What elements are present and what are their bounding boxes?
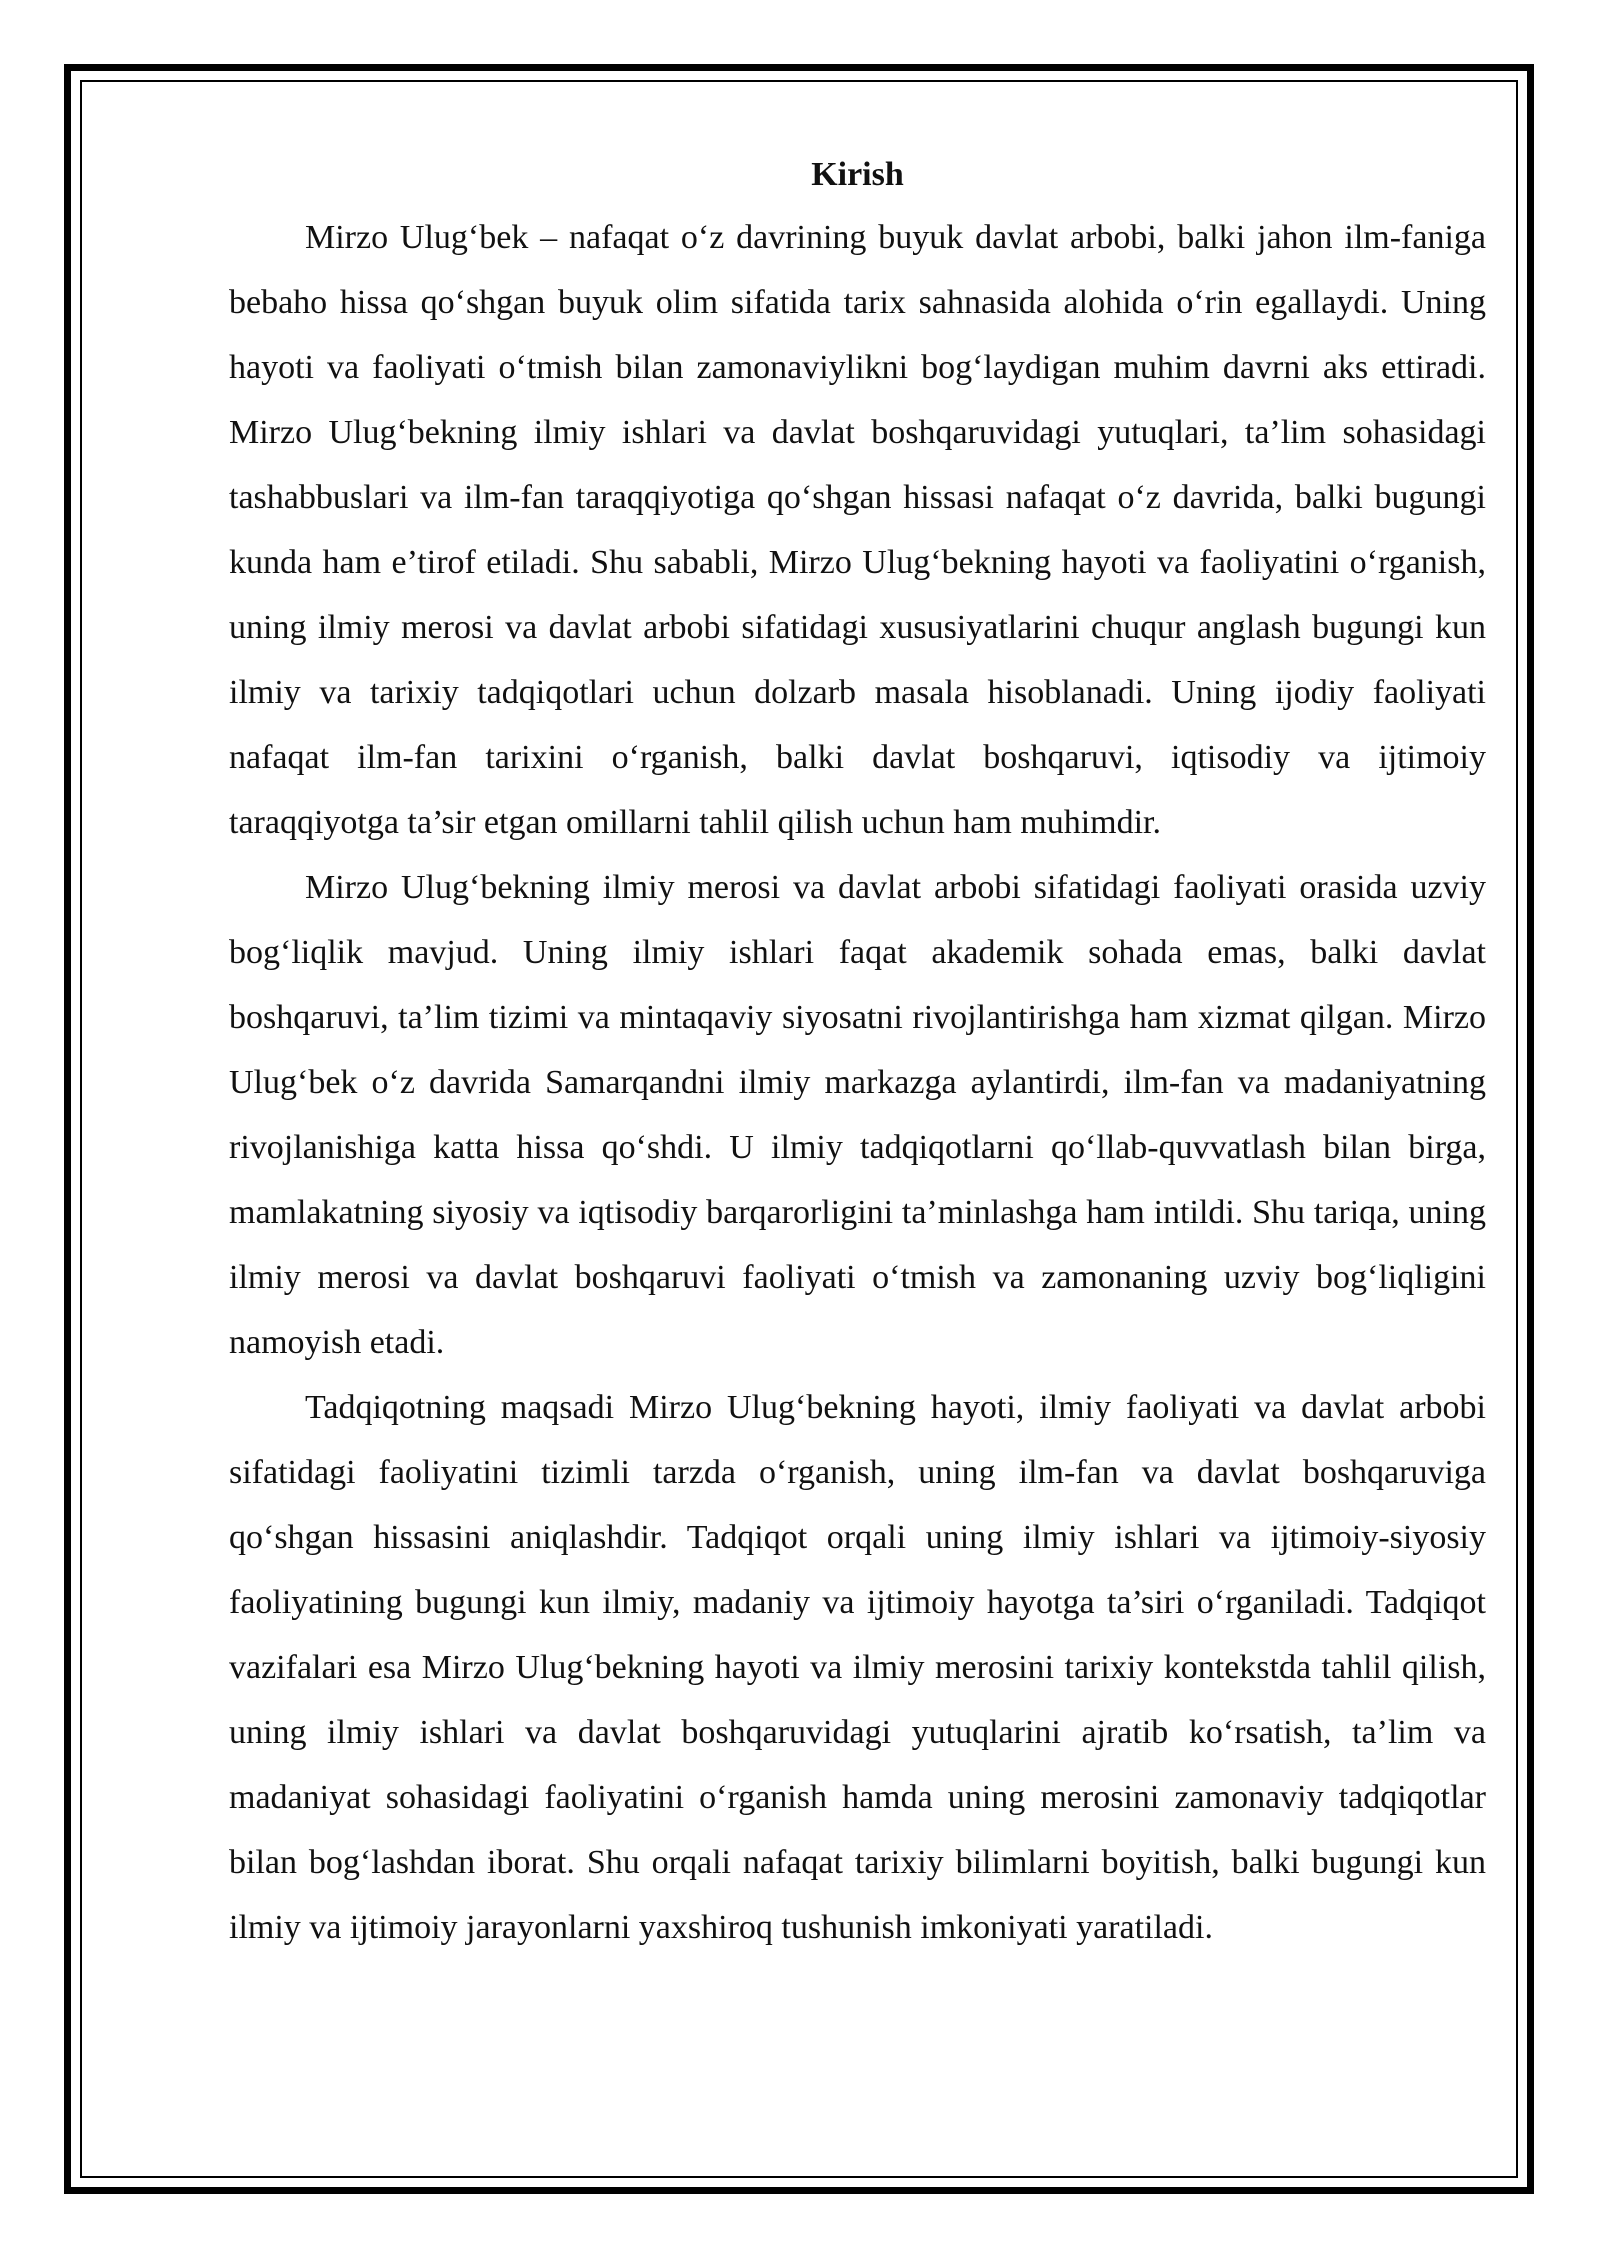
paragraph-legacy: Mirzo Ulug‘bekning ilmiy merosi va davlat arbobi sifatidagi faoliyati orasida uzviy bog‘liqlik mavjud. Uning ilmiy ishlari faqat akademik sohada emas, balki davlat boshqaruvi, ta’lim tizimi va mintaqaviy siyosatni rivojlantirishga ham xizmat qilgan. Mirzo Ulug‘bek o‘z davrida Samarqandni ilmiy markazga aylantirdi, ilm-fan va madaniyatning rivojlanishiga katta hissa qo‘shdi. U ilmiy tadqiqotlarni qo‘llab-quvvatlash bilan birga, mamlakatning siyosiy va iqtisodiy barqarorligini ta’minlashga ham intildi. Shu tariqa, uning ilmiy merosi va davlat boshqaruvi faoliyati o‘tmish va zamonaning uzviy bog‘liqligini namoyish etadi. [229, 869, 1486, 1361]
paragraph-research-goal: Tadqiqotning maqsadi Mirzo Ulug‘bekning hayoti, ilmiy faoliyati va davlat arbobi sifatidagi faoliyatini tizimli tarzda o‘rganish, uning ilm-fan va davlat boshqaruviga qo‘shgan hissasini aniqlashdir. Tadqiqot orqali uning ilmiy ishlari va ijtimoiy-siyosiy faoliyatining bugungi kun ilmiy, madaniy va ijtimoiy hayotga ta’siri o‘rganiladi. Tadqiqot vazifalari esa Mirzo Ulug‘bekning hayoti va ilmiy merosini tarixiy kontekstda tahlil qilish, uning ilmiy ishlari va davlat boshqaruvidagi yutuqlarini ajratib ko‘rsatish, ta’lim va madaniyat sohasidagi faoliyatini o‘rganish hamda uning merosini zamonaviy tadqiqotlar bilan bog‘lashdan iborat. Shu orqali nafaqat tarixiy bilimlarni boyitish, balki bugungi kun ilmiy va ijtimoiy jarayonlarni yaxshiroq tushunish imkoniyati yaratiladi. [229, 1389, 1486, 1946]
document-body [229, 145, 1486, 1960]
section-title: Kirish [811, 156, 904, 193]
paragraph-intro: Mirzo Ulug‘bek – nafaqat o‘z davrining buyuk davlat arbobi, balki jahon ilm-faniga bebaho hissa qo‘shgan buyuk olim sifatida tarix sahnasida alohida o‘rin egallaydi. Uning hayoti va faoliyati o‘tmish bilan zamonaviylikni bog‘laydigan muhim davrni aks ettiradi. Mirzo Ulug‘bekning ilmiy ishlari va davlat boshqaruvidagi yutuqlari, ta’lim sohasidagi tashabbuslari va ilm-fan taraqqiyotiga qo‘shgan hissasi nafaqat o‘z davrida, balki bugungi kunda ham e’tirof etiladi. Shu sababli, Mirzo Ulug‘bekning hayoti va faoliyatini o‘rganish, uning ilmiy merosi va davlat arbobi sifatidagi xususiyatlarini chuqur anglash bugungi kun ilmiy va tarixiy tadqiqotlari uchun dolzarb masala hisoblanadi. Uning ijodiy faoliyati nafaqat ilm-fan tarixini o‘rganish, balki davlat boshqaruvi, iqtisodiy va ijtimoiy taraqqiyotga ta’sir etgan omillarni tahlil qilish uchun ham muhimdir. [229, 219, 1486, 841]
